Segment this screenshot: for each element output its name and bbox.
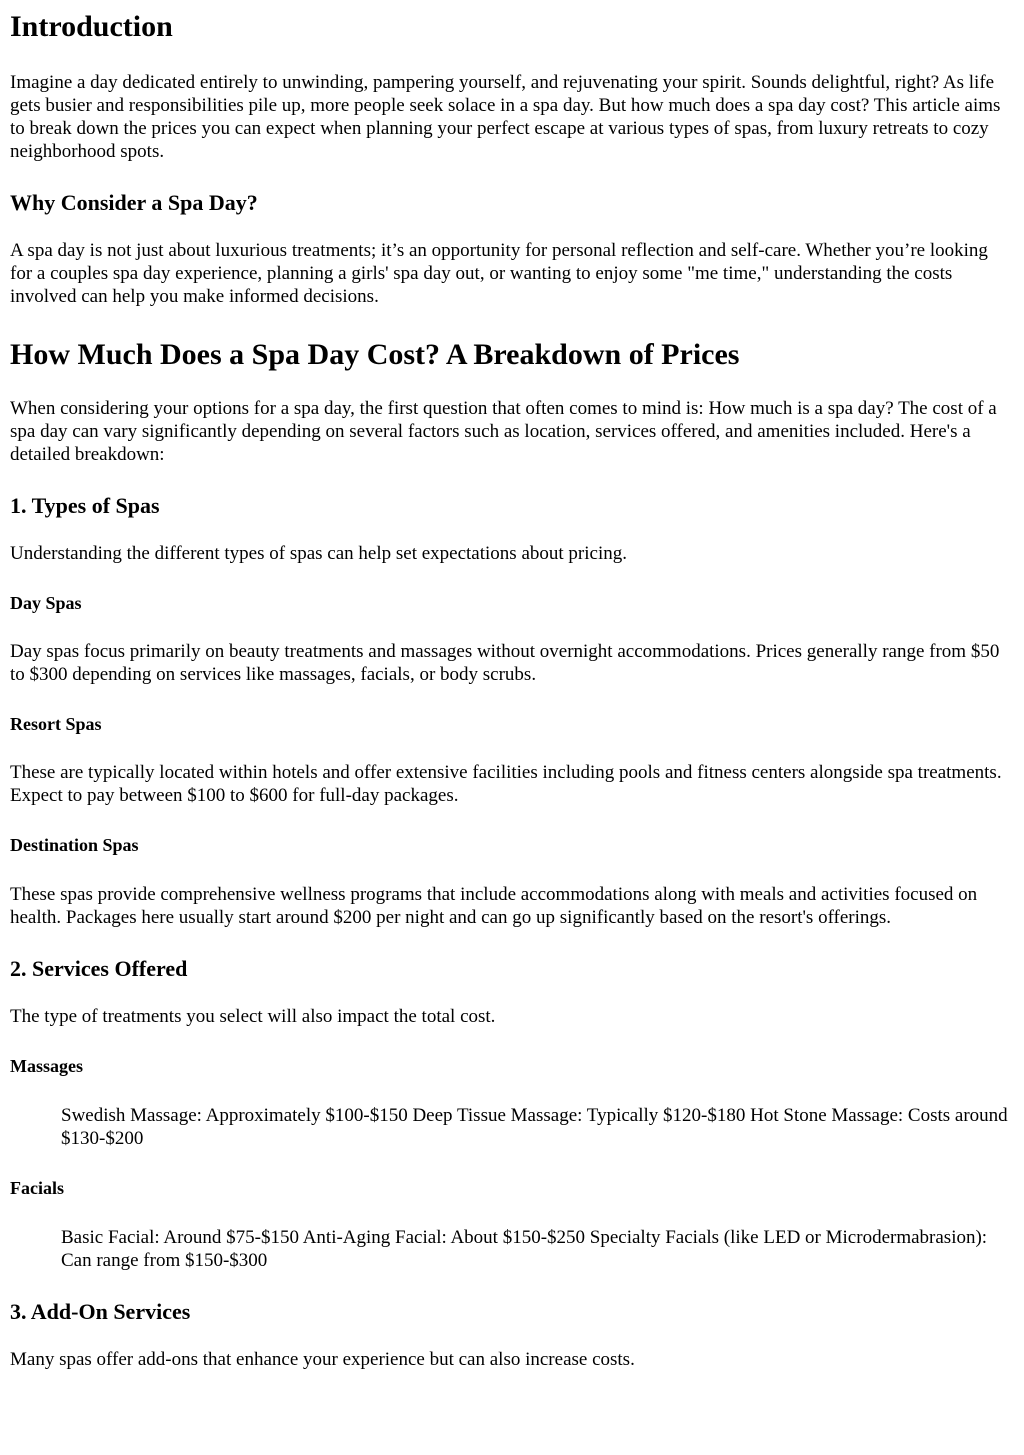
massages-heading: Massages (10, 1056, 83, 1076)
article (0, 9, 1024, 1371)
cost-heading: How Much Does a Spa Day Cost? A Breakdown of Prices (10, 338, 740, 371)
destination-spas-paragraph: These spas provide comprehensive wellness programs that include accommodations along with meals and activities focused on health. Packages here usually start around $200 per night and can go up significantly based on the resort's offerings. (10, 884, 978, 928)
destination-spas-heading: Destination Spas (10, 835, 139, 855)
services-heading: 2. Services Offered (10, 956, 188, 981)
why-paragraph: A spa day is not just about luxurious treatments; it’s an opportunity for personal reflection and self-care. Whether you’re looking for a couples spa day experience, planning a girls' spa day out, or wanting to enjoy some "me time," understanding the costs involved can help you make informed decisions. (10, 240, 988, 307)
resort-spas-heading: Resort Spas (10, 714, 102, 734)
types-heading: 1. Types of Spas (10, 493, 160, 518)
why-heading: Why Consider a Spa Day? (10, 190, 258, 215)
add-ons-paragraph: Many spas offer add-ons that enhance your experience but can also increase costs. (10, 1349, 635, 1370)
cost-paragraph: When considering your options for a spa day, the first question that often comes to mind is: How much is a spa day? The cost of a spa day can vary significantly depending on several factors such as location, services offered, and amenities included. Here's a detailed breakdown: (10, 398, 997, 465)
massages-list: Swedish Massage: Approximately $100-$150 Deep Tissue Massage: Typically $120-$180 Hot Stone Massage: Costs around $130-$200 (61, 1105, 1008, 1149)
facials-heading: Facials (10, 1178, 64, 1198)
intro-paragraph: Imagine a day dedicated entirely to unwinding, pampering yourself, and rejuvenating your spirit. Sounds delightful, right? As life gets busier and responsibilities pile up, more people seek solace in a spa day. But how much does a spa day cost? This article aims to break down the prices you can expect when planning your perfect escape at various types of spas, from luxury retreats to cozy neighborhood spots. (10, 72, 1001, 162)
types-paragraph: Understanding the different types of spas can help set expectations about pricing. (10, 543, 627, 564)
services-paragraph: The type of treatments you select will also impact the total cost. (10, 1006, 496, 1027)
day-spas-heading: Day Spas (10, 593, 82, 613)
facials-list: Basic Facial: Around $75-$150 Anti-Aging Facial: About $150-$250 Specialty Facials (like LED or Microdermabrasion): Can range from $150-$300 (61, 1227, 988, 1271)
add-ons-heading: 3. Add-On Services (10, 1299, 191, 1324)
day-spas-paragraph: Day spas focus primarily on beauty treatments and massages without overnight accommodations. Prices generally range from $50 to $300 depending on services like massages, facials, or body scrubs. (10, 641, 1000, 685)
intro-heading: Introduction (10, 10, 173, 43)
resort-spas-paragraph: These are typically located within hotels and offer extensive facilities including pools and fitness centers alongside spa treatments. Expect to pay between $100 to $600 for full-day packages. (10, 762, 1002, 806)
